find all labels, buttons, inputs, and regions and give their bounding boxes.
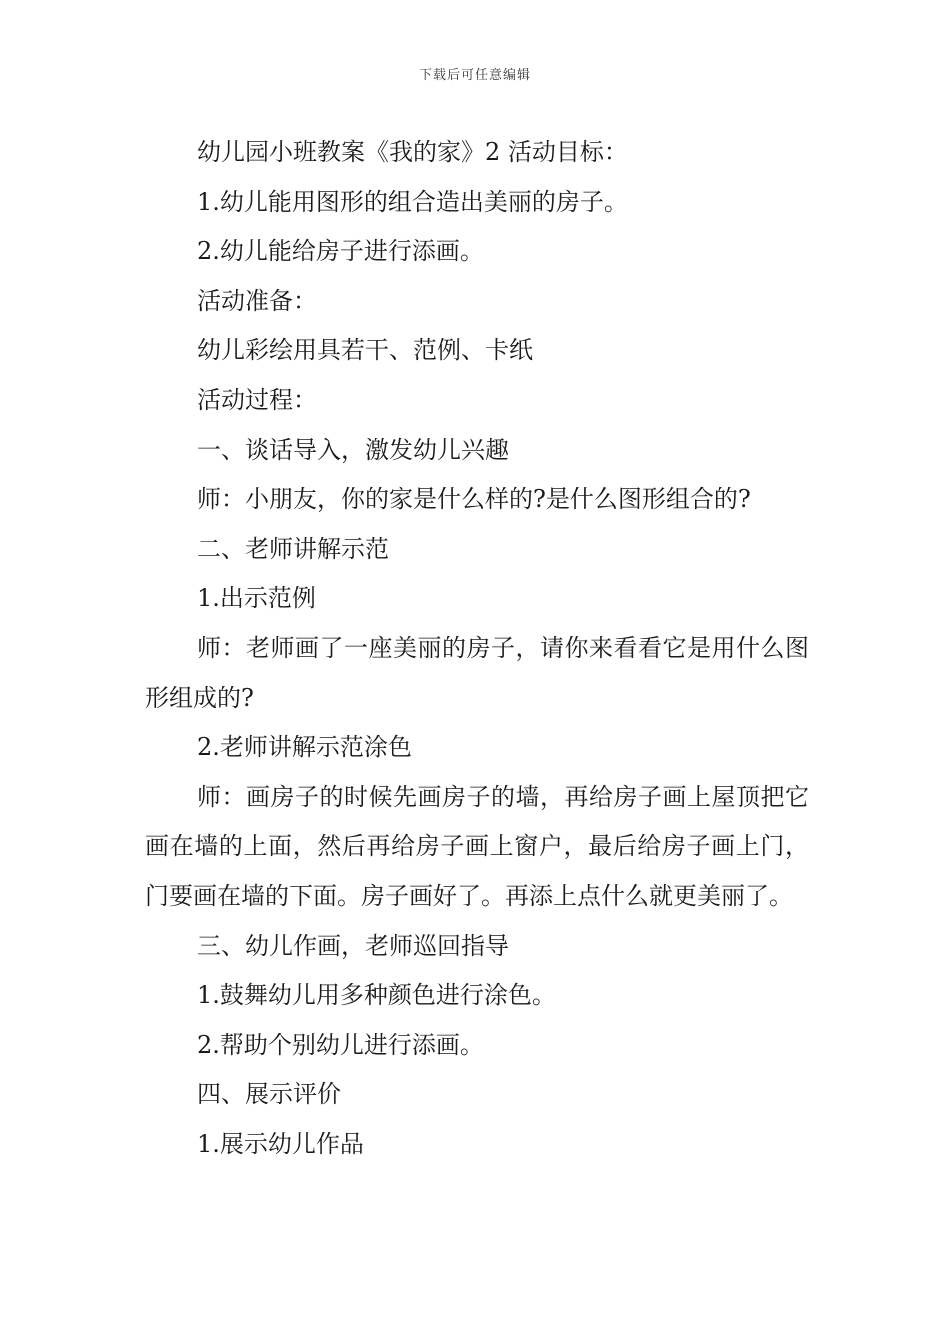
preparation-text: 幼儿彩绘用具若干、范例、卡纸 (197, 336, 533, 365)
teacher-line: 师：画房子的时候先画房子的墙，再给房子画上屋顶把它画在墙的上面，然后再给房子画上窗户，最后给房子画上门，门要画在墙的下面。房子画好了。再添上点什么就更美丽了。 (145, 782, 809, 910)
substep-item: 2.帮助个别幼儿进行添画。 (197, 1030, 484, 1059)
step-heading-4: 四、展示评价 (197, 1080, 341, 1109)
step-heading-1: 一、谈话导入，激发幼儿兴趣 (197, 435, 509, 464)
substep-item: 2.老师讲解示范涂色 (197, 733, 412, 762)
teacher-line: 师：小朋友，你的家是什么样的?是什么图形组合的? (197, 485, 751, 514)
page-header-note: 下载后可任意编辑 (418, 68, 531, 83)
substep-item: 1.鼓舞幼儿用多种颜色进行涂色。 (197, 981, 556, 1010)
substep-item: 1.展示幼儿作品 (197, 1129, 364, 1158)
goal-item-2: 2.幼儿能给房子进行添画。 (197, 237, 484, 266)
teacher-line: 师：老师画了一座美丽的房子，请你来看看它是用什么图形组成的? (145, 633, 809, 712)
section-heading-preparation: 活动准备： (197, 286, 317, 315)
substep-item: 1.出示范例 (197, 584, 316, 613)
step-heading-3: 三、幼儿作画，老师巡回指导 (197, 931, 509, 960)
lesson-title: 幼儿园小班教案《我的家》2 活动目标： (197, 138, 628, 166)
section-heading-process: 活动过程： (197, 385, 317, 414)
step-heading-2: 二、老师讲解示范 (197, 534, 389, 563)
goal-item-1: 1.幼儿能用图形的组合造出美丽的房子。 (197, 187, 628, 216)
document-body (145, 128, 809, 1169)
